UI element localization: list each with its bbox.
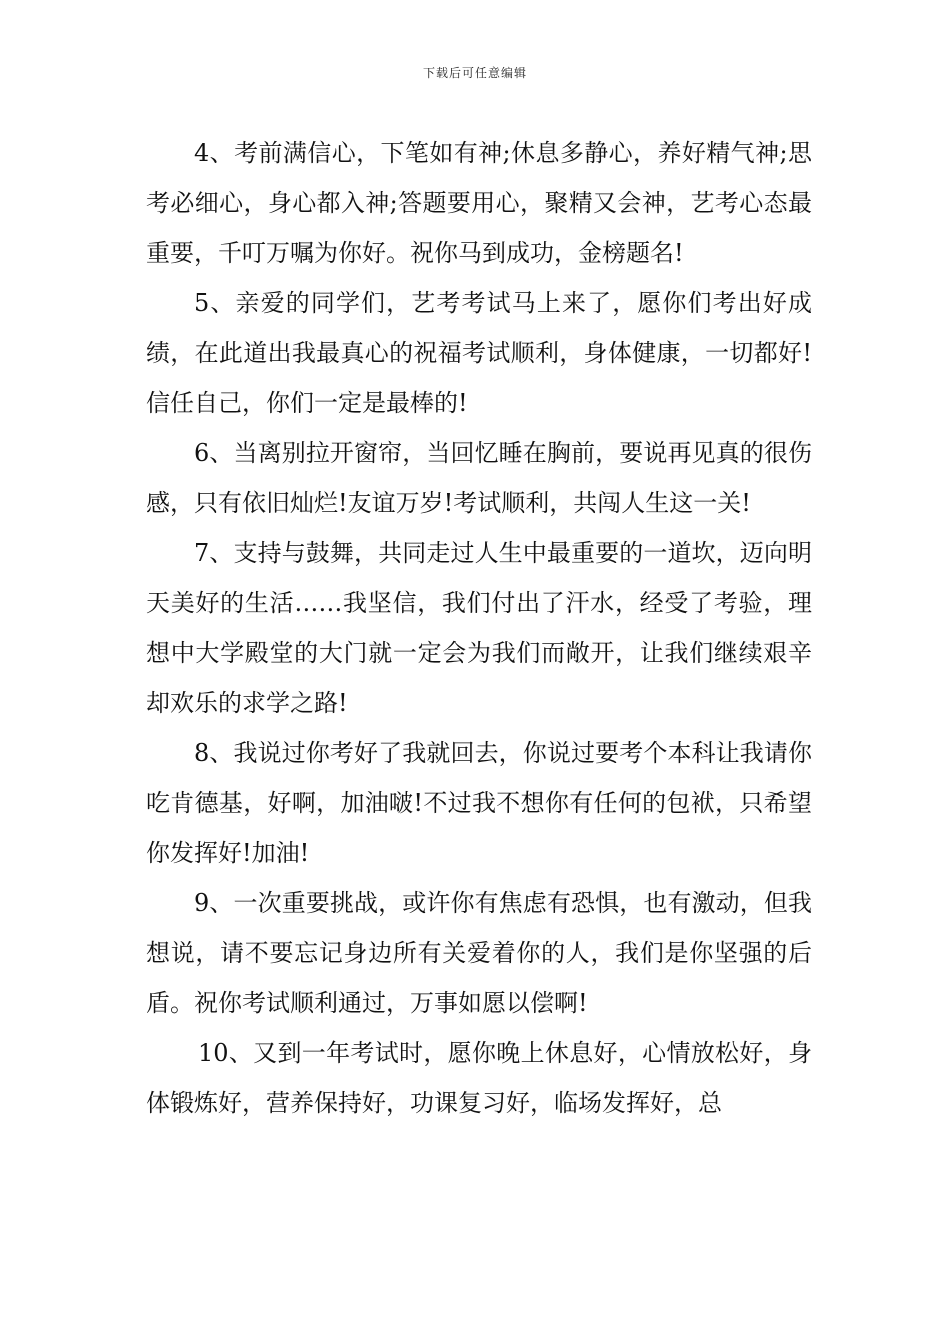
paragraph-5: 5、亲爱的同学们，艺考考试马上来了，愿你们考出好成绩，在此道出我最真心的祝福考试顺利，身体健康，一切都好!信任自己，你们一定是最棒的! <box>146 289 812 417</box>
paragraph-4: 4、考前满信心，下笔如有神;休息多静心，养好精气神;思考必细心，身心都入神;答题要用心，聚精又会神，艺考心态最重要，千叮万嘱为你好。祝你马到成功，金榜题名! <box>146 139 812 267</box>
paragraph-9: 9、一次重要挑战，或许你有焦虑有恐惧，也有激动，但我想说，请不要忘记身边所有关爱着你的人，我们是你坚强的后盾。祝你考试顺利通过，万事如愿以偿啊! <box>146 889 812 1017</box>
paragraph-7: 7、支持与鼓舞，共同走过人生中最重要的一道坎，迈向明天美好的生活……我坚信，我们付出了汗水，经受了考验，理想中大学殿堂的大门就一定会为我们而敞开，让我们继续艰辛却欢乐的求学之路! <box>146 539 812 717</box>
paragraph-8: 8、我说过你考好了我就回去，你说过要考个本科让我请你吃肯德基，好啊，加油啵!不过我不想你有任何的包袱，只希望你发挥好!加油! <box>146 739 812 867</box>
header-note: 下载后可任意编辑 <box>422 66 527 80</box>
paragraph-10: 10、又到一年考试时，愿你晚上休息好，心情放松好，身体锻炼好，营养保持好，功课复习好，临场发挥好，总 <box>146 1039 812 1117</box>
paragraph-6: 6、当离别拉开窗帘，当回忆睡在胸前，要说再见真的很伤感，只有依旧灿烂!友谊万岁!考试顺利，共闯人生这一关! <box>146 439 812 517</box>
document-body <box>146 128 812 1128</box>
